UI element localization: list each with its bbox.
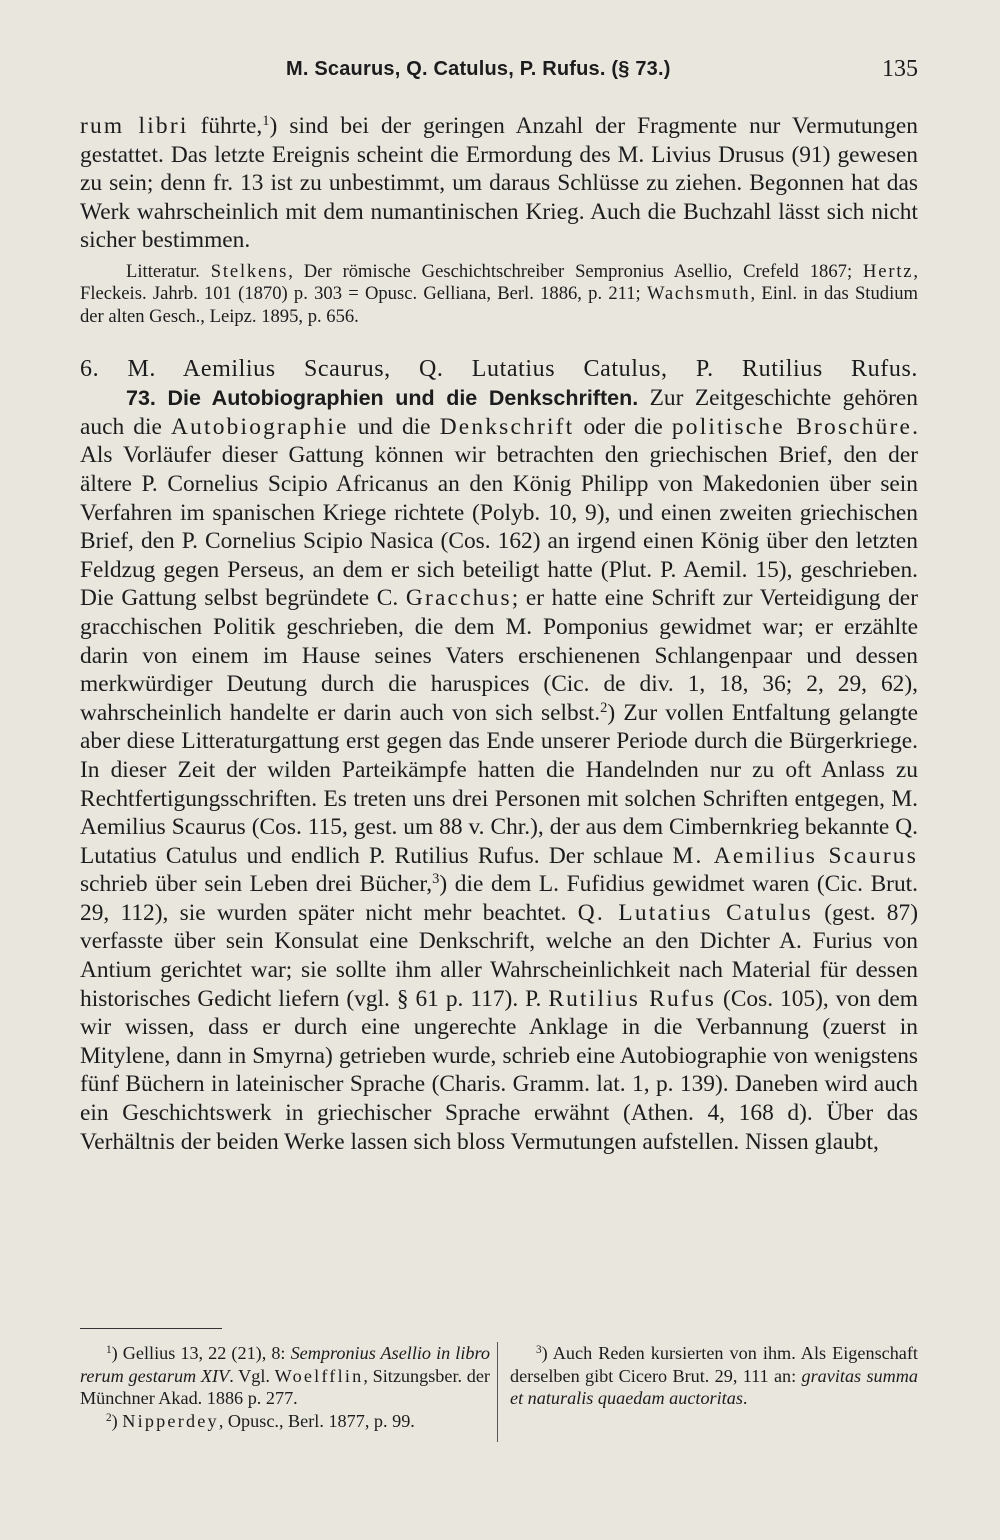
column-divider	[497, 1342, 498, 1442]
section-heading: 6. M. Aemilius Scaurus, Q. Lutatius Catulus, P. Rutilius Rufus.	[80, 356, 918, 383]
page-number: 135	[882, 56, 918, 82]
literature-note: Litteratur. Stelkens, Der römische Geschichtschreiber Sempronius Asellio, Crefeld 1867; Hertz, Fleckeis. Jahrb. 101 (1870) p. 303 = Opusc. Gelliana, Berl. 1886, p. 211; Wachsmuth, Einl. in das Studium der alten Gesch., Leipz. 1895, p. 656.	[80, 260, 918, 327]
footnote-1: $^1$) Gellius 13, 22 (21), 8: Sempronius Asellio in libro rerum gestarum XIV. Vgl. Woelfflin, Sitzungsber. der Münchner Akad. 1886 p. 277.	[80, 1343, 490, 1409]
author-name: Hertz	[863, 260, 914, 282]
page-header	[80, 58, 918, 90]
footnotes	[80, 1328, 918, 1458]
footnote-ref-3[interactable]: 3	[432, 871, 440, 888]
footnote-2: $^2$) Nipperdey, Opusc., Berl. 1877, p. 99.	[106, 1410, 415, 1431]
footnote-column-left	[80, 1342, 490, 1432]
literature-label: Litteratur.	[126, 260, 200, 282]
footnote-ref-1[interactable]: 1	[262, 113, 270, 130]
author-name: Wachsmuth	[646, 283, 751, 305]
author-name: Stelkens	[210, 260, 289, 282]
footnote-column-right	[510, 1342, 918, 1410]
footnote-3: $^3$) Auch Reden kursierten von ihm. Als Eigenschaft derselben gibt Cicero Brut. 29, 111 an: gravitas summa et naturalis quaedam auctoritas.	[510, 1343, 918, 1409]
footnote-ref-2[interactable]: 2	[600, 699, 608, 716]
intro-paragraph: rum libri führte,$^1$) sind bei der geringen Anzahl der Fragmente nur Vermutungen gestattet. Das letzte Ereignis scheint die Ermordung des M. Livius Drusus (91) gewesen zu sein; denn fr. 13 ist zu unbestimmt, um daraus Schlüsse zu ziehen. Begonnen hat das Werk wahrscheinlich mit dem numantinischen Krieg. Auch die Buchzahl lässt sich nicht sicher bestimmen.	[80, 113, 918, 254]
paragraph-73: 73. Die Autobiographien und die Denkschriften. Zur Zeitgeschichte gehören auch die Autobiographie und die Denkschrift oder die politische Broschüre. Als Vorläufer dieser Gattung können wir betrachten den griechischen Brief, den der ältere P. Cornelius Scipio Africanus an den König Philipp von Makedonien über sein Verfahren im spanischen Kriege richtete (Polyb. 10, 9), und einen zweiten griechischen Brief, den P. Cornelius Scipio Nasica (Cos. 162) an irgend einen König über den letzten Feldzug gegen Perseus, an dem er sich beteiligt hatte (Plut. P. Aemil. 15), geschrieben. Die Gattung selbst begründete C. Gracchus; er hatte eine Schrift zur Verteidigung der gracchischen Politik geschrieben, die dem M. Pomponius gewidmet war; er erzählte darin von einem im Hause seines Vaters erschienenen Schlangenpaar und dessen merkwürdiger Deutung durch die haruspices (Cic. de div. 1, 18, 36; 2, 29, 62), wahrscheinlich handelte er darin auch von sich selbst.$^2$) Zur vollen Entfaltung gelangte aber diese Litteraturgattung erst gegen das Ende unserer Periode durch die Bürgerkriege. In dieser Zeit der wilden Parteikämpfe hatten die Handelnden nur zu oft Anlass zu Rechtfertigungsschriften. Es treten uns drei Personen mit solchen Schriften entgegen, M. Aemilius Scaurus (Cos. 115, gest. um 88 v. Chr.), der aus dem Cimbernkrieg bekannte Q. Lutatius Catulus und endlich P. Rutilius Rufus. Der schlaue M. Aemilius Scaurus schrieb über sein Leben drei Bücher,$^3$) die dem L. Fufidius gewidmet waren (Cic. Brut. 29, 112), sie wurden später nicht mehr beachtet. Q. Lutatius Catulus (gest. 87) verfasste über sein Konsulat eine Denkschrift, welche an den Dichter A. Furius von Antium gerichtet war; sie sollte ihm aller Wahrscheinlichkeit nach Material für dessen historisches Gedicht liefern (vgl. § 61 p. 117). P. Rutilius Rufus (Cos. 105), von dem wir wissen, dass er durch eine ungerechte Anklage in die Verbannung (zuerst in Mitylene, dann in Smyrna) getrieben wurde, schrieb eine Autobiographie von wenigstens fünf Büchern in lateinischer Sprache (Charis. Gramm. lat. 1, p. 139). Daneben wird auch ein Geschichtswerk in griechischer Sprache erwähnt (Athen. 4, 168 d). Über das Verhältnis der beiden Werke lassen sich bloss Vermutungen aufstellen. Nissen glaubt,	[80, 385, 919, 1155]
footnote-rule	[80, 1328, 222, 1329]
running-title: M. Scaurus, Q. Catulus, P. Rufus. (§ 73.)	[286, 58, 671, 80]
paragraph-title: 73. Die Autobiographien und die Denkschriften.	[126, 386, 639, 411]
spaced-term: rum libri	[80, 113, 189, 139]
main-text	[80, 112, 918, 1156]
